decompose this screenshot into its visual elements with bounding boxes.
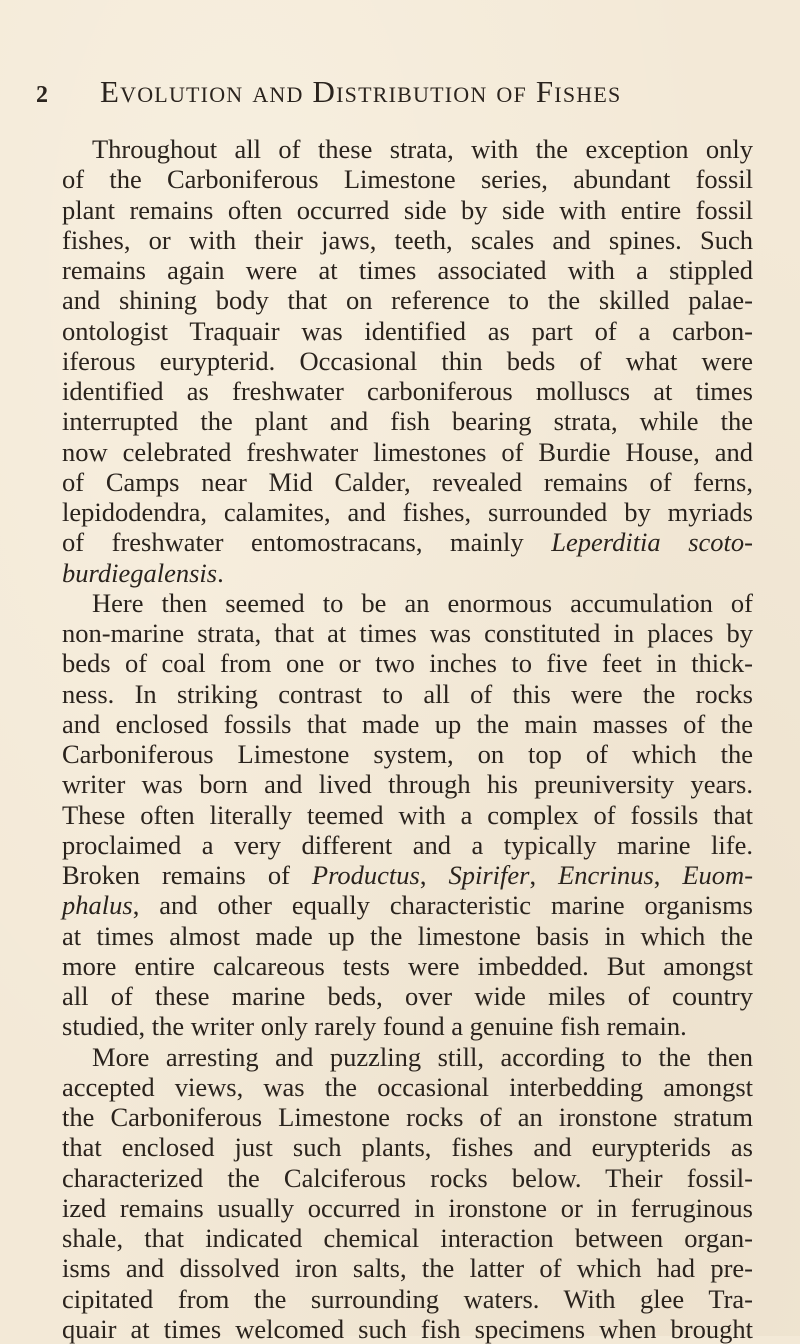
text-line [62,921,753,951]
italic-text: Spirifer [448,860,530,890]
text-line [62,406,753,436]
text-line [62,376,753,406]
text-segment: now celebrated freshwater limestones of Burdie House, and [62,436,753,467]
text-line [62,346,753,376]
text-segment: accepted views, was the occasional interbedding amongst [62,1071,753,1102]
text-line [62,195,753,225]
text-segment: proclaimed a very different and a typically marine life. [62,829,753,860]
text-line [62,1072,753,1102]
text-line [62,225,753,255]
text-line [62,1163,753,1193]
text-line [62,467,753,497]
text-segment: Throughout all of these strata, with the exception only [92,134,753,164]
text-segment: characterized the Calciferous rocks below. Their fossil- [62,1162,753,1193]
text-segment: studied, the writer only rarely found a genuine fish remain. [62,1011,687,1042]
text-segment: ontologist Traquair was identified as part of a carbon- [62,315,753,346]
text-line [62,1223,753,1253]
text-line [62,255,753,285]
text-line [62,860,753,890]
text-segment: of Camps near Mid Calder, revealed remains of ferns, [62,466,753,497]
text-line [62,497,753,527]
text-segment: Broken remains of [62,860,312,890]
italic-text: Euom- [682,860,754,890]
text-segment: , and other equally characteristic marine organisms [132,890,753,921]
text-line [62,134,753,164]
text-segment: , [419,860,449,890]
text-segment: cipitated from the surrounding waters. With glee Tra- [62,1283,753,1314]
text-line [62,558,753,588]
text-line [62,800,753,830]
text-segment: Carboniferous Limestone system, on top of which the [62,739,753,769]
text-segment: These often literally teemed with a complex of fossils that [62,799,753,830]
text-line [62,981,753,1011]
text-line [62,527,753,557]
text-segment: More arresting and puzzling still, according to the then [92,1041,753,1072]
text-line [62,588,753,618]
text-segment: isms and dissolved iron salts, the latter of which had pre- [62,1253,753,1284]
text-segment: lepidodendra, calamites, and fishes, surrounded by myriads [62,497,753,527]
text-segment: ized remains usually occurred in ironstone or in ferruginous [62,1192,753,1223]
text-segment: remains again were at times associated with a stippled [62,255,753,285]
italic-text: Encrinus [558,860,654,890]
text-segment: . [217,557,224,588]
text-segment: that enclosed just such plants, fishes and eurypterids as [62,1132,753,1163]
text-line [62,1042,753,1072]
italic-text: burdiegalensis [62,557,218,588]
text-segment: and enclosed fossils that made up the main masses of the [62,708,753,739]
text-segment: quair at times welcomed such fish specimens when brought [62,1313,753,1344]
running-head [0,74,800,114]
text-segment: interrupted the plant and fish bearing strata, while the [62,406,753,437]
text-line [62,1102,753,1132]
running-title: Evolution and Distribution of Fishes [100,74,622,109]
text-segment: beds of coal from one or two inches to five feet in thick- [62,648,753,679]
text-segment: all of these marine beds, over wide miles of country [62,981,753,1011]
text-segment: shale, that indicated chemical interaction between organ- [62,1223,753,1253]
text-line [62,648,753,678]
text-segment: , [653,860,683,890]
text-line [62,890,753,920]
text-segment: of freshwater entomostracans, mainly [62,527,552,558]
text-line [62,739,753,769]
text-line [62,709,753,739]
text-line [62,316,753,346]
text-line [62,1193,753,1223]
text-segment: writer was born and lived through his preuniversity years. [62,769,753,800]
text-line [62,1011,753,1041]
text-segment: plant remains often occurred side by side with entire fossil [62,194,753,225]
text-line [62,769,753,799]
body-text [62,134,753,1344]
text-line [62,285,753,315]
text-segment: , [529,860,559,890]
text-line [62,830,753,860]
text-line [62,1284,753,1314]
text-line [62,437,753,467]
text-segment: non-marine strata, that at times was constituted in places by [62,618,753,648]
text-segment: at times almost made up the limestone basis in which the [62,920,753,951]
text-segment: and shining body that on reference to the skilled palae- [62,285,753,316]
text-line [62,1253,753,1283]
text-line [62,1132,753,1162]
text-line [62,164,753,194]
text-segment: the Carboniferous Limestone rocks of an ironstone stratum [62,1102,753,1132]
text-line [62,618,753,648]
text-line [62,1314,753,1344]
italic-text: phalus [62,890,133,921]
text-line [62,951,753,981]
italic-text: Productus [311,860,420,890]
text-segment: ness. In striking contrast to all of this were the rocks [62,678,753,709]
text-segment: fishes, or with their jaws, teeth, scales and spines. Such [62,224,753,255]
text-segment: of the Carboniferous Limestone series, abundant fossil [62,164,753,195]
text-segment: identified as freshwater carboniferous molluscs at times [62,376,753,406]
text-segment: Here then seemed to be an enormous accumulation of [92,587,753,618]
page-number: 2 [36,82,48,108]
text-segment: iferous eurypterid. Occasional thin beds of what were [62,345,753,376]
text-segment: more entire calcareous tests were imbedded. But amongst [62,950,753,981]
italic-text: Leperditia scoto- [551,527,753,558]
text-line [62,679,753,709]
